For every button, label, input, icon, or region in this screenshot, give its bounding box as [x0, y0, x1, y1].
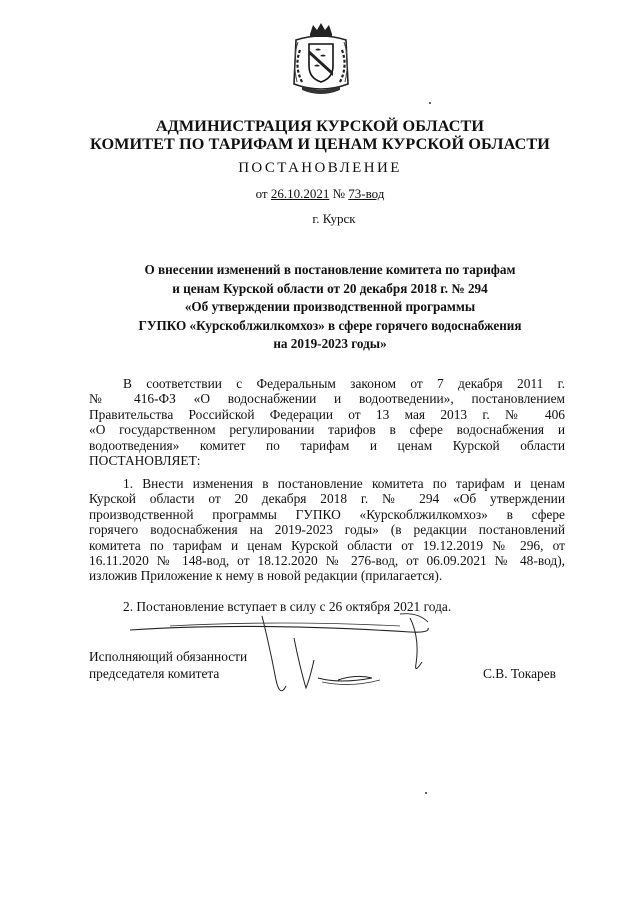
text-line: комитета по тарифам и ценам Курской области от 19.12.2019 № 296, от	[89, 537, 565, 553]
preamble-paragraph	[89, 376, 565, 468]
subject-line: О внесении изменений в постановление комитета по тарифам	[144, 262, 516, 277]
city: г. Курск	[312, 211, 356, 226]
signatory-position	[89, 648, 247, 682]
document-type: ПОСТАНОВЛЕНИЕ	[238, 160, 402, 176]
subject-line: ГУПКО «Курскоблжилкомхоз» в сфере горячего водоснабжения	[138, 317, 522, 333]
date-prefix: от	[255, 186, 268, 201]
subject-line: «Об утверждении производственной программы	[184, 299, 476, 314]
item-1-paragraph	[89, 476, 565, 584]
subject-line: на 2019-2023 годы»	[273, 336, 387, 351]
scan-speck	[425, 792, 427, 794]
text-line: ПОСТАНОВЛЯЕТ:	[89, 453, 201, 469]
document-number: 73-вод	[348, 186, 385, 201]
text-line: 1. Внести изменения в постановление комитета по тарифам и ценам	[123, 476, 565, 491]
document-date: 26.10.2021	[270, 186, 330, 201]
text-line: производственной программы ГУПКО «Курскоблжилкомхоз» в сфере	[89, 506, 565, 522]
signatory-name: С.В. Токарев	[483, 666, 556, 681]
date-number-line	[0, 186, 640, 202]
text-line: В соответствии с Федеральным законом от 7 декабря 2011 г.	[123, 376, 565, 391]
text-line: горячего водоснабжения на 2019-2023 годы» (в редакции постановлений	[89, 522, 565, 538]
text-line: Курской области от 20 декабря 2018 г. № 294 «Об утверждении	[89, 491, 565, 507]
text-line: № 416-ФЗ «О водоснабжении и водоотведении», постановлением	[89, 391, 565, 407]
text-line: 16.11.2020 № 148-вод, от 18.12.2020 № 276-вод, от 06.09.2021 № 48-вод),	[89, 553, 565, 569]
text-line: 2. Постановление вступает в силу с 26 октября 2021 года.	[123, 599, 452, 614]
text-line: Правительства Российской Федерации от 13 мая 2013 г. № 406	[89, 406, 565, 422]
text-line: водоотведения» комитет по тарифам и ценам Курской области	[89, 437, 565, 453]
document-subject	[10, 261, 640, 354]
coat-of-arms-emblem	[288, 20, 354, 98]
position-line-2: председателя комитета	[89, 666, 220, 681]
org-title-line-1: АДМИНИСТРАЦИЯ КУРСКОЙ ОБЛАСТИ	[155, 117, 485, 135]
position-line-1: Исполняющий обязанности	[89, 649, 248, 664]
org-title-line-2: КОМИТЕТ ПО ТАРИФАМ И ЦЕНАМ КУРСКОЙ ОБЛАСТИ	[90, 135, 550, 153]
scan-speck	[429, 102, 431, 104]
text-line: «О государственном регулировании тарифов в сфере водоснабжения и	[89, 422, 565, 438]
number-sign: №	[332, 186, 346, 201]
text-line: изложив Приложение к нему в новой редакции (прилагается).	[89, 568, 443, 584]
subject-line: и ценам Курской области от 20 декабря 2018 г. № 294	[172, 280, 488, 296]
